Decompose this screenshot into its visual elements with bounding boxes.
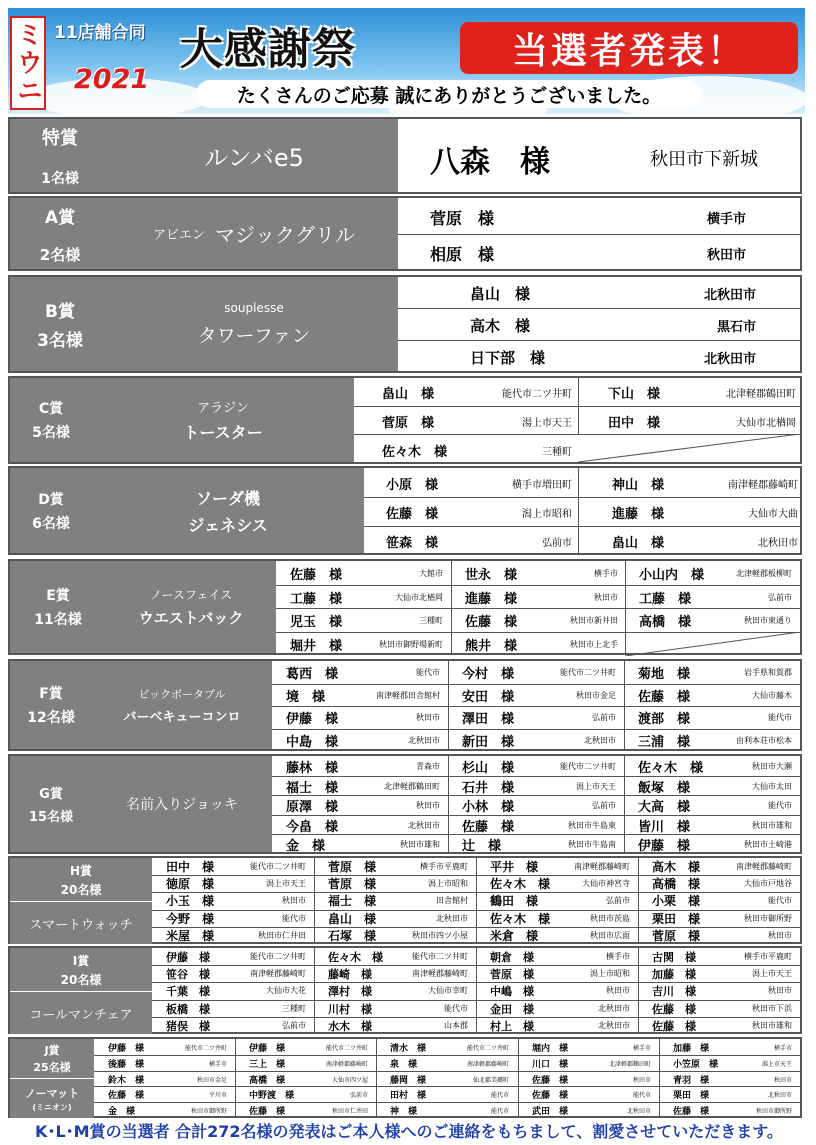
winner: 渡部 様 能代市 (638, 712, 792, 727)
empty-cell-slash (578, 434, 800, 464)
winner: 小林 様 弘前市 (462, 799, 616, 815)
winner: 小栗 様 能代市 (652, 894, 792, 908)
winner: 鈴木 様 秋田市金足 (108, 1075, 227, 1086)
winner: 後藤 様 横手市 (108, 1059, 227, 1070)
winner: 福士 様 田舎館村 (328, 894, 468, 908)
winner: 澤村 様 大仙市幸町 (328, 984, 468, 998)
prize-label: A賞 2名様 (10, 198, 110, 269)
winner: 栗田 様 北秋田市 (673, 1090, 792, 1101)
winner: 佐藤 様 能代市 (532, 1090, 651, 1101)
winner: 鶴田 様 弘前市 (490, 894, 630, 908)
winner: 進藤 様 大仙市大曲 (612, 506, 798, 522)
winner: 加藤 様 横手市 (673, 1043, 792, 1054)
prize-b (8, 275, 802, 373)
winner: 青羽 様 秋田市 (673, 1075, 792, 1086)
prize-a (8, 196, 802, 271)
winner: 栗田 様 秋田市御所野 (652, 912, 792, 926)
winner: 畠山 様 北秋田市 (328, 912, 468, 926)
header-banner (8, 8, 805, 114)
prize-gift: ルンバe5 (110, 119, 398, 192)
prize-gift: ソーダ機 ジェネシス (92, 468, 364, 553)
winner: 神 様 能代市 (390, 1106, 509, 1117)
prize-e (8, 559, 802, 655)
winner: 笹森 様 弘前市 (386, 535, 572, 551)
winner: 千葉 様 大仙市大花 (166, 984, 306, 998)
winner: 泉 様 南津軽郡藤崎町 (390, 1059, 509, 1070)
winner: 佐藤 様 秋田市 (532, 1075, 651, 1086)
winner: 伊藤 様 能代市二ツ井町 (108, 1043, 227, 1054)
winner: 佐々木 様 大仙市神宮寺 (490, 877, 630, 891)
prize-label: 特賞 1名様 (10, 119, 110, 192)
winner: 伊藤 様 秋田市土崎港 (638, 838, 792, 854)
page-title: 大感謝祭 (180, 25, 356, 75)
winner: 堀井 様 秋田市御野場新町 (290, 638, 443, 654)
prize-label: H賞 20名様 (10, 858, 152, 902)
prize-gift: ノーマット (ミニオン) (10, 1079, 94, 1118)
prize-gift: コールマンチェア (10, 992, 152, 1034)
winner: 下山 様 北津軽郡鶴田町 (608, 386, 796, 402)
prize-gift: アラジン トースター (92, 378, 354, 462)
winner: 佐々木 様 秋田市大瀬 (638, 760, 792, 776)
winner: 伊藤 様 能代市二ツ井町 (166, 950, 306, 964)
winner-city: 秋田市下新城 (650, 149, 758, 170)
winner: 児玉 様 三種町 (290, 614, 443, 630)
winner: 古関 様 横手市平鹿町 (652, 950, 792, 964)
winner: 田村 様 能代市 (390, 1090, 509, 1101)
prize-gift: 名前入りジョッキ (92, 756, 272, 852)
winner: 武田 様 北秋田市 (532, 1106, 651, 1117)
winner: 大高 様 能代市 (638, 799, 792, 815)
winner: 板橋 様 三種町 (166, 1002, 306, 1016)
footer-note: K･L･M賞の当選者 合計272名様の発表はご本人様へのご連絡をもちまして、割愛させていただきます。 (35, 1122, 783, 1141)
winner: 猪俣 様 弘前市 (166, 1019, 306, 1033)
winner: 田中 様 大仙市北楢岡 (608, 415, 796, 431)
winner: 皆川 様 秋田市雄和 (638, 819, 792, 835)
shops-label: 11店舗合同 (54, 23, 146, 43)
prize-j (8, 1037, 802, 1118)
winner: 石塚 様 秋田市四ツ小屋 (328, 929, 468, 943)
winner: 新田 様 北秋田市 (462, 735, 616, 750)
winner: 米倉 様 秋田市広面 (490, 929, 630, 943)
winner: 菅原 様 横手市平鹿町 (328, 860, 468, 874)
winner: 菅原 様 秋田市 (652, 929, 792, 943)
prize-label: G賞 15名様 (10, 756, 92, 852)
prize-label: D賞 6名様 (10, 468, 92, 553)
prize-h (8, 856, 802, 944)
winner: 境 様 南津軽郡田舎館村 (286, 690, 440, 705)
winner: 菅原 様 潟上市昭和 (328, 877, 468, 891)
winner: 高橋 様 大仙市戸地谷 (652, 877, 792, 891)
winner: 小原 様 横手市増田町 (386, 477, 572, 493)
winner: 田中 様 能代市二ツ井町 (166, 860, 306, 874)
winner: 笹谷 様 南津軽郡藤崎町 (166, 967, 306, 981)
winner: 工藤 様 弘前市 (639, 591, 792, 607)
winner: 伊藤 様 能代市二ツ井町 (249, 1043, 368, 1054)
winner: 佐々木 様 秋田市茨島 (490, 912, 630, 926)
winner: 三上 様 南津軽郡藤崎町 (249, 1059, 368, 1070)
winner: 中島 様 北秋田市 (286, 735, 440, 750)
year-label: 2021 (74, 64, 150, 95)
winner: 辻 様 秋田市牛島南 (462, 838, 616, 854)
winner: 飯塚 様 大仙市太田 (638, 780, 792, 796)
winner: 畠山 様 北秋田市 (612, 535, 798, 551)
winner: 佐藤 様 平川市 (108, 1090, 227, 1101)
winner: 堀内 様 横手市 (532, 1043, 651, 1054)
winner: 村上 様 北秋田市 (490, 1019, 630, 1033)
winner: 熊井 様 秋田市上北手 (465, 638, 618, 654)
winner: 高橋 様 秋田市東通り (639, 614, 792, 630)
winner: 川口 様 北津軽郡鶴田町 (532, 1059, 651, 1070)
winner: 進藤 様 秋田市 (465, 591, 618, 607)
winner: 平井 様 南津軽郡藤崎町 (490, 860, 630, 874)
prize-label: C賞 5名様 (10, 378, 92, 462)
winner: 今畠 様 北秋田市 (286, 819, 440, 835)
winner: 水木 様 山本郡 (328, 1019, 468, 1033)
winner: 石井 様 潟上市天王 (462, 780, 616, 796)
winner: 吉川 様 秋田市 (652, 984, 792, 998)
winner: 清水 様 能代市二ツ井町 (390, 1043, 509, 1054)
prize-label: E賞 11名様 (10, 561, 106, 653)
brand-logo: ミウニ (10, 16, 46, 110)
winner: 金 様 秋田市御所野 (108, 1106, 227, 1117)
winner: 菊地 様 岩手県和賀郡 (638, 667, 792, 682)
winner: 佐藤 様 秋田市新井田 (465, 614, 618, 630)
winner: 澤田 様 弘前市 (462, 712, 616, 727)
prize-label: J賞 25名様 (10, 1039, 94, 1079)
prize-label: B賞 3名様 (10, 277, 110, 371)
winner: 米屋 様 秋田市仁井田 (166, 929, 306, 943)
prize-gift: ビックボータブル バーベキューコンロ (92, 661, 272, 749)
prize-gift: アビエン マジックグリル (110, 198, 398, 269)
winner: 菅原 様 潟上市昭和 (490, 967, 630, 981)
winner: 今村 様 能代市二ツ井町 (462, 667, 616, 682)
winner: 川村 様 能代市 (328, 1002, 468, 1016)
prize-f (8, 659, 802, 751)
winner: 佐藤 様 秋田市雄和 (652, 1019, 792, 1033)
thanks-message: たくさんのご応募 誠にありがとうございました。 (196, 80, 702, 108)
winner: 杉山 様 能代市二ツ井町 (462, 760, 616, 776)
winner: 伊藤 様 秋田市 (286, 712, 440, 727)
winner: 中野渡 様 弘前市 (249, 1090, 368, 1101)
winner-name: 八森 様 (430, 145, 550, 180)
prize-g (8, 754, 802, 854)
winner: 高木 様 黒石市 (470, 316, 756, 335)
winner: 小笠原 様 潟上市天王 (673, 1059, 792, 1070)
empty-cell-slash (625, 632, 800, 656)
prize-gift: ノースフェイス ウエストバック (106, 561, 276, 653)
winner: 佐々木 様 能代市二ツ井町 (328, 950, 468, 964)
winner: 金 様 秋田市雄和 (286, 838, 440, 854)
winner: 佐藤 様 秋田市御所野 (673, 1106, 792, 1117)
winner: 高橋 様 大仙市四ツ屋 (249, 1075, 368, 1086)
prize-label: I賞 20名様 (10, 948, 152, 992)
winner: 小山内 様 北津軽郡板柳町 (639, 567, 792, 583)
prize-c (8, 376, 802, 464)
winner: 工藤 様 大仙市北楢岡 (290, 591, 443, 607)
winner: 金田 様 北秋田市 (490, 1002, 630, 1016)
prize-gift: スマートウォッチ (10, 902, 152, 944)
winner: 朝倉 様 横手市 (490, 950, 630, 964)
winner: 佐藤 様 大仙市藤木 (638, 690, 792, 705)
winner: 佐々木 様 三種町 (382, 444, 572, 460)
winner: 今野 様 能代市 (166, 912, 306, 926)
winner: 藤崎 様 南津軽郡藤崎町 (328, 967, 468, 981)
prize-i (8, 946, 802, 1034)
winner: 菅原 様 湯上市天王 (382, 415, 572, 431)
winner: 佐藤 様 秋田市仁井田 (249, 1106, 368, 1117)
prize-d (8, 466, 802, 555)
winner: 三浦 様 由利本荘市松本 (638, 735, 792, 750)
winner: 畠山 様 北秋田市 (470, 284, 756, 303)
winner: 佐藤 様 秋田市牛島東 (462, 819, 616, 835)
winner: 世永 様 横手市 (465, 567, 618, 583)
winner: 中嶋 様 秋田市 (490, 984, 630, 998)
winner: 安田 様 秋田市金足 (462, 690, 616, 705)
winner: 佐藤 様 潟上市昭和 (386, 506, 572, 522)
winner: 相原 様 秋田市 (430, 244, 746, 264)
winner: 菅原 様 横手市 (430, 208, 746, 228)
prize-special (8, 117, 802, 194)
winner: 藤岡 様 仙北郡美郷町 (390, 1075, 509, 1086)
winner: 佐藤 様 秋田市下浜 (652, 1002, 792, 1016)
winner: 小玉 様 秋田市 (166, 894, 306, 908)
winner: 徳原 様 潟上市天王 (166, 877, 306, 891)
announce-banner: 当選者発表！ (460, 22, 798, 74)
winner: 加藤 様 潟上市天王 (652, 967, 792, 981)
winner: 日下部 様 北秋田市 (470, 348, 756, 367)
prize-gift: souplesse タワーファン (110, 277, 398, 371)
winner: 畠山 様 能代市二ツ井町 (382, 386, 572, 402)
winner: 藤林 様 青森市 (286, 760, 440, 776)
prize-label: F賞 12名様 (10, 661, 92, 749)
winner: 福士 様 北津軽郡鶴田町 (286, 780, 440, 796)
winner: 佐藤 様 大館市 (290, 567, 443, 583)
winner: 原澤 様 秋田市 (286, 799, 440, 815)
winner: 葛西 様 能代市 (286, 667, 440, 682)
winner: 高木 様 南津軽郡藤崎町 (652, 860, 792, 874)
winner: 神山 様 南津軽郡藤崎町 (612, 477, 798, 493)
